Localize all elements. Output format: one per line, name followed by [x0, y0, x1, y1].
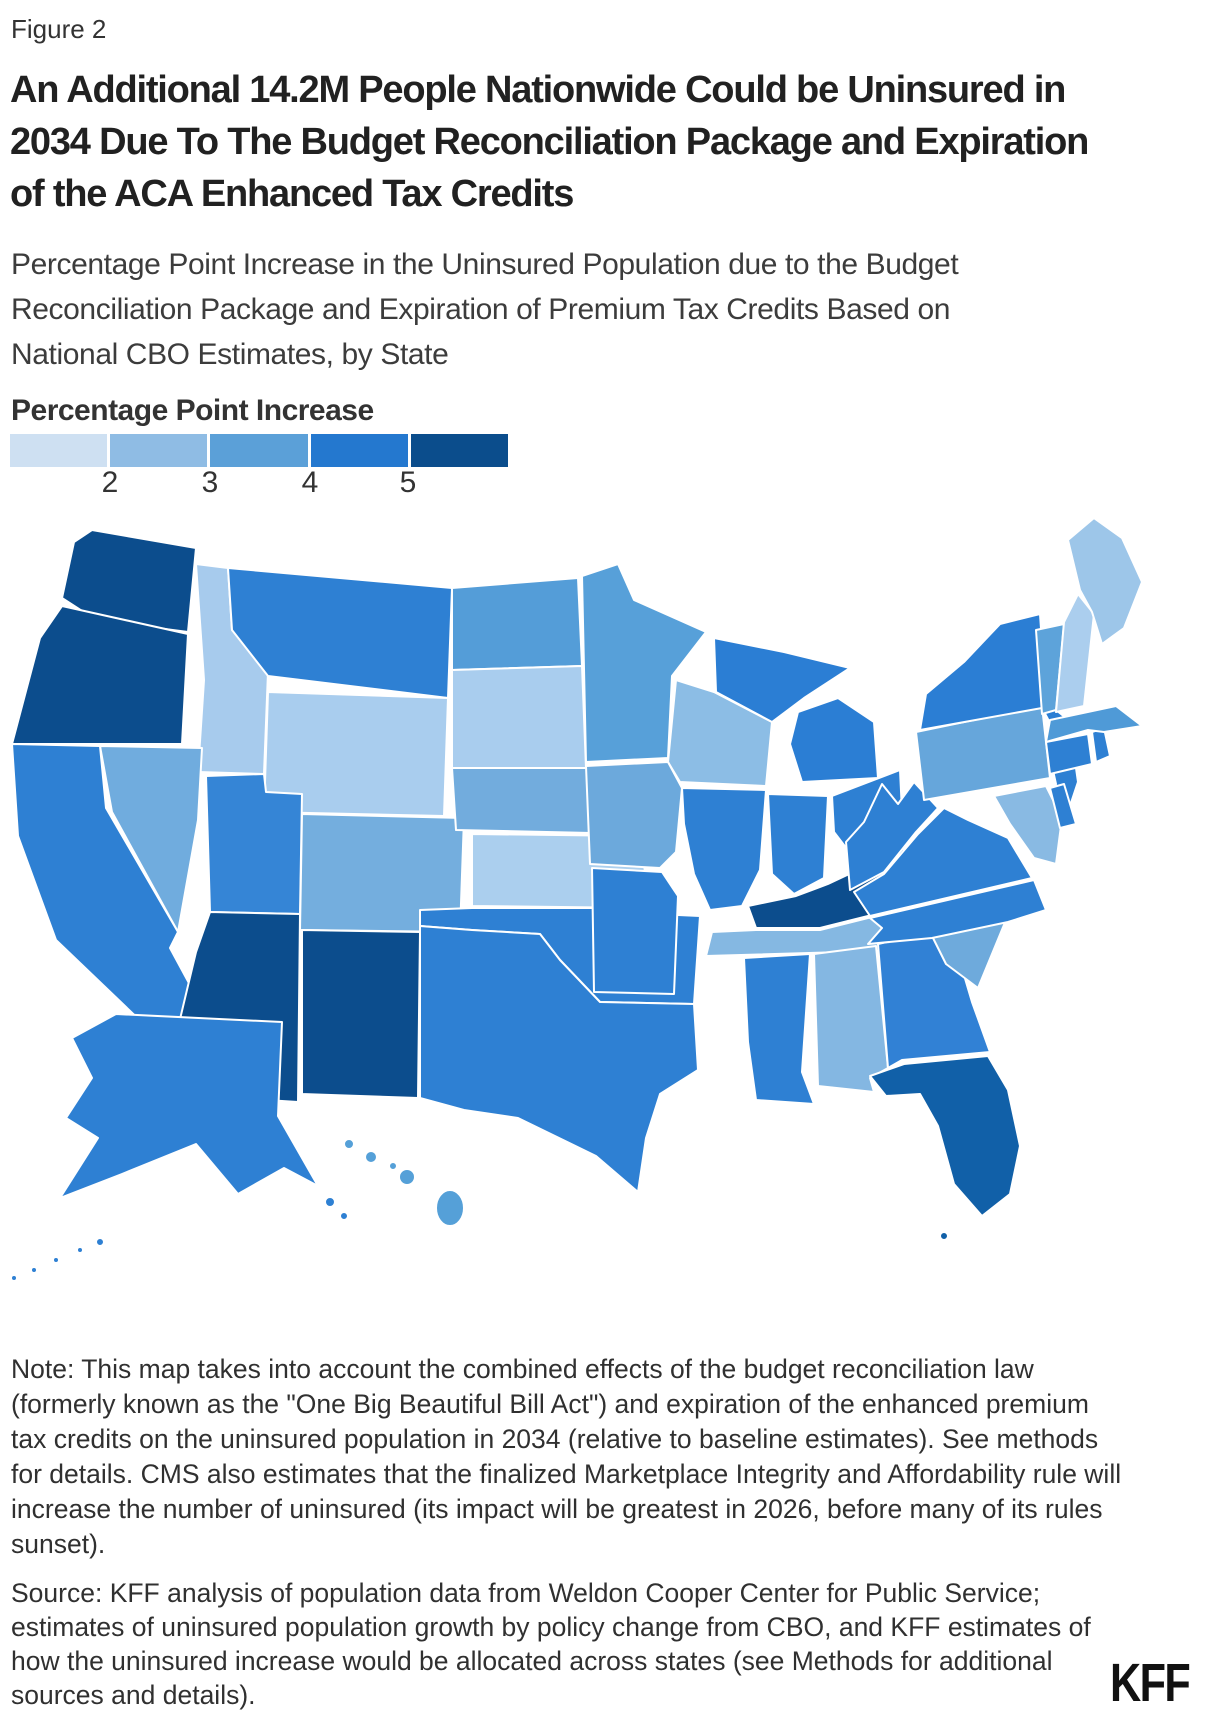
legend-swatch — [10, 434, 107, 467]
aleutian-island — [77, 1247, 83, 1253]
page-title: An Additional 14.2M People Nationwide Could be Uninsured in 2034 Due To The Budget Reconciliation Package and Expiration of the ACA Enhanced Tax Credits — [10, 69, 1089, 215]
us-choropleth-map — [0, 480, 1220, 1310]
alaska-island — [325, 1197, 335, 1207]
subtitle: Percentage Point Increase in the Uninsured Population due to the Budget Reconciliation Package and Expiration of Premium Tax Credits Based on National CBO Estimates, by State — [11, 248, 959, 371]
state-rhode-island — [1092, 728, 1110, 762]
state-new-hampshire — [1056, 594, 1094, 712]
source-text: Source: KFF analysis of population data from Weldon Cooper Center for Public Service; estimates of uninsured population growth by policy change from CBO, and KFF estimates of how the uninsured increase would be allocated across states (see Methods for additional sources and details). — [11, 1578, 1091, 1710]
state-illinois — [682, 788, 766, 910]
florida-keys — [940, 1232, 948, 1240]
legend-swatch — [411, 434, 508, 467]
legend-tick: 5 — [399, 466, 417, 499]
state-missouri — [592, 868, 678, 994]
aleutian-island — [11, 1275, 17, 1281]
state-mississippi — [744, 954, 814, 1104]
state-north-dakota — [452, 578, 582, 670]
state-iowa — [586, 762, 682, 868]
hawaii-oahu — [365, 1151, 377, 1163]
legend-swatch — [110, 434, 207, 467]
legend-swatch — [311, 434, 408, 467]
state-florida — [870, 1056, 1020, 1216]
aleutian-island — [96, 1238, 104, 1246]
state-south-dakota — [452, 666, 586, 768]
kff-logo: KFF — [1110, 1653, 1190, 1713]
state-alabama — [814, 946, 888, 1092]
legend-swatch — [210, 434, 307, 467]
legend-tick: 3 — [201, 466, 219, 499]
state-indiana — [768, 794, 828, 894]
state-new-mexico — [302, 930, 420, 1098]
state-michigan-lower — [790, 698, 878, 782]
state-alaska — [60, 1014, 318, 1198]
hawaii-big-island — [436, 1190, 464, 1226]
legend-bar — [10, 434, 508, 467]
legend-tick: 4 — [301, 466, 319, 499]
state-utah — [206, 774, 302, 914]
aleutian-island — [53, 1257, 59, 1263]
note-text: Note: This map takes into account the combined effects of the budget reconciliation law (formerly known as the "One Big Beautiful Bill Act") and expiration of the enhanced premium tax credits on the uninsured population in 2034 (relative to baseline estimates). See methods for details. CMS also estimates that the finalized Marketplace Integrity and Affordability rule will increase the number of uninsured (its impact will be greatest in 2026, before many of its rules sunset). — [11, 1354, 1122, 1559]
aleutian-island — [31, 1267, 37, 1273]
legend-title: Percentage Point Increase — [11, 394, 374, 427]
alaska-island — [340, 1212, 348, 1220]
hawaii-kauai — [344, 1139, 354, 1149]
legend-tick: 2 — [101, 466, 119, 499]
figure-label: Figure 2 — [11, 14, 107, 44]
hawaii-maui — [399, 1169, 415, 1185]
hawaii-molokai — [389, 1162, 397, 1170]
